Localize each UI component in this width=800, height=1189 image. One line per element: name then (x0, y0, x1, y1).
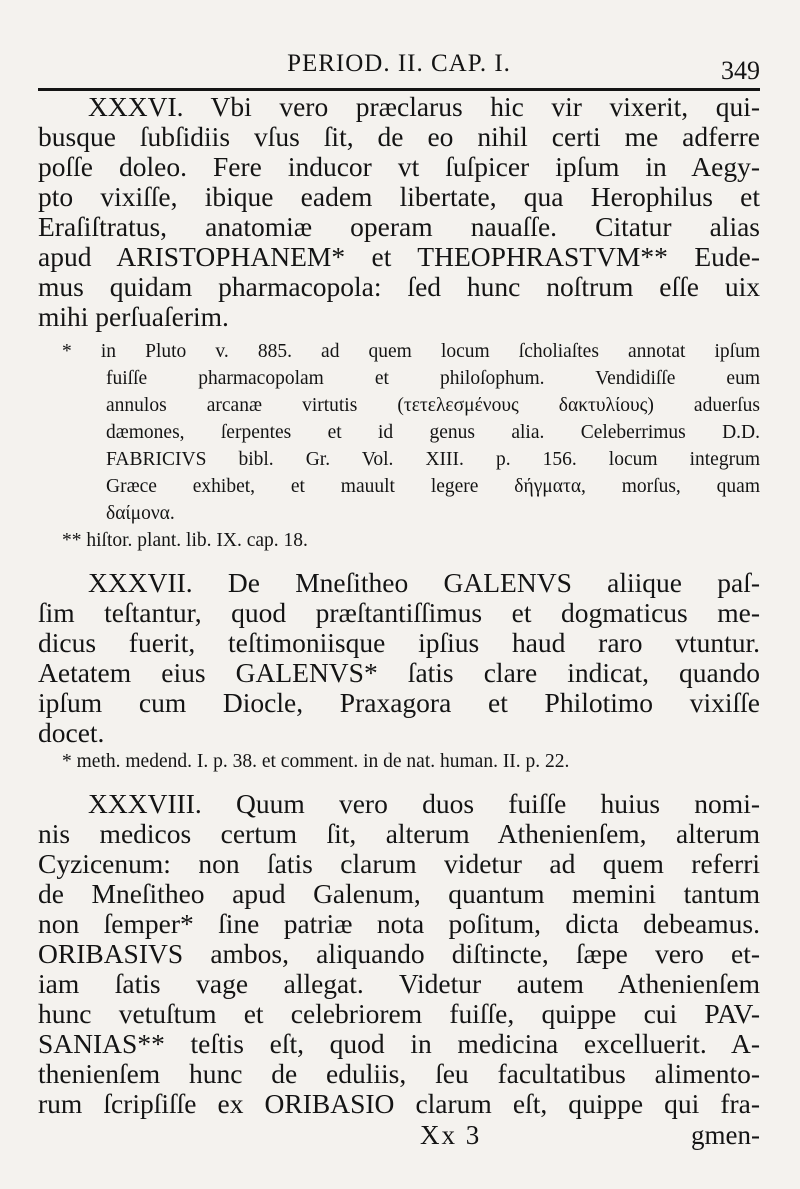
text-line: apud ARISTOPHANEM* et THEOPHRASTVM** Eude- (38, 242, 760, 272)
footnote-line: dæmones, ſerpentes et id genus alia. Celeberrimus D.D. (106, 422, 760, 443)
text-line: busque ſubſidiis vſus ſit, de eo nihil certi me adferre (38, 122, 760, 152)
text-line: SANIAS** teſtis eſt, quod in medicina excelluerit. A- (38, 1029, 760, 1059)
text-line: pto vixiſſe, ibique eadem libertate, qua Herophilus et (38, 182, 760, 212)
text-line: XXXVII. De Mneſitheo GALENVS aliique paſ- (88, 568, 760, 598)
footnote-line: fuiſſe pharmacopolam et philoſophum. Vendidiſſe eum (106, 368, 760, 389)
text-line: non ſemper* ſine patriæ nota poſitum, dicta debeamus. (38, 909, 760, 939)
text-line: XXXVIII. Quum vero duos fuiſſe huius nomi- (88, 789, 760, 819)
text-line: hunc vetuſtum et celebriorem fuiſſe, quippe cui PAV- (38, 999, 760, 1029)
footnote-line: FABRICIVS bibl. Gr. Vol. XIII. p. 156. locum integrum (106, 449, 760, 470)
text-line: Cyzicenum: non ſatis clarum videtur ad quem referri (38, 849, 760, 879)
text-line: iam ſatis vage allegat. Videtur autem Athenienſem (38, 969, 760, 999)
text-line: mus quidam pharmacopola: ſed hunc noſtrum eſſe uix (38, 272, 760, 302)
text-line: ipſum cum Diocle, Praxagora et Philotimo vixiſſe (38, 688, 760, 718)
text-line: ſim teſtantur, quod præſtantiſſimus et dogmaticus me- (38, 598, 760, 628)
text-line: mihi perſuaſerim. (38, 302, 229, 332)
text-line: Eraſiſtratus, anatomiæ operam nauaſſe. Citatur alias (38, 212, 760, 242)
text-line: Aetatem eius GALENVS* ſatis clare indicat, quando (38, 658, 760, 688)
text-line: ORIBASIVS ambos, aliquando diſtincte, ſæpe vero et- (38, 939, 760, 969)
page-footer (38, 1120, 760, 1156)
running-title: PERIOD. II. CAP. I. (287, 50, 511, 77)
footnote-line: * meth. medend. I. p. 38. et comment. in de nat. human. II. p. 22. (62, 751, 570, 772)
text-line: XXXVI. Vbi vero præclarus hic vir vixerit, qui- (88, 92, 760, 122)
footnote-line: Græce exhibet, et mauult legere δήγματα, morſus, quam (106, 476, 760, 497)
footnote-line: δαίμονα. (106, 503, 175, 524)
footnote-line: annulos arcanæ virtutis (τετελεσμένους δακτυλίους) aduerſus (106, 395, 760, 416)
footnote-line: ** hiſtor. plant. lib. IX. cap. 18. (62, 530, 308, 551)
text-line: rum ſcripſiſſe ex ORIBASIO clarum eſt, quippe qui fra- (38, 1089, 760, 1119)
text-line: poſſe doleo. Fere inducor vt ſuſpicer ipſum in Aegy- (38, 152, 760, 182)
header-rule (38, 88, 760, 91)
running-head (38, 50, 760, 86)
text-line: dicus fuerit, teſtimoniisque ipſius haud raro vtuntur. (38, 628, 760, 658)
catchword: gmen- (691, 1120, 760, 1150)
text-line: docet. (38, 718, 105, 748)
text-line: thenienſem hunc de eduliis, ſeu facultatibus alimento- (38, 1059, 760, 1089)
page-number: 349 (721, 56, 760, 85)
body-text (38, 92, 760, 1119)
footnote-line: * in Pluto v. 885. ad quem locum ſcholiaſtes annotat ipſum (62, 341, 760, 362)
text-line: de Mneſitheo apud Galenum, quantum memini tantum (38, 879, 760, 909)
text-line: nis medicos certum ſit, alterum Athenienſem, alterum (38, 819, 760, 849)
signature-mark: Xx 3 (420, 1120, 482, 1150)
